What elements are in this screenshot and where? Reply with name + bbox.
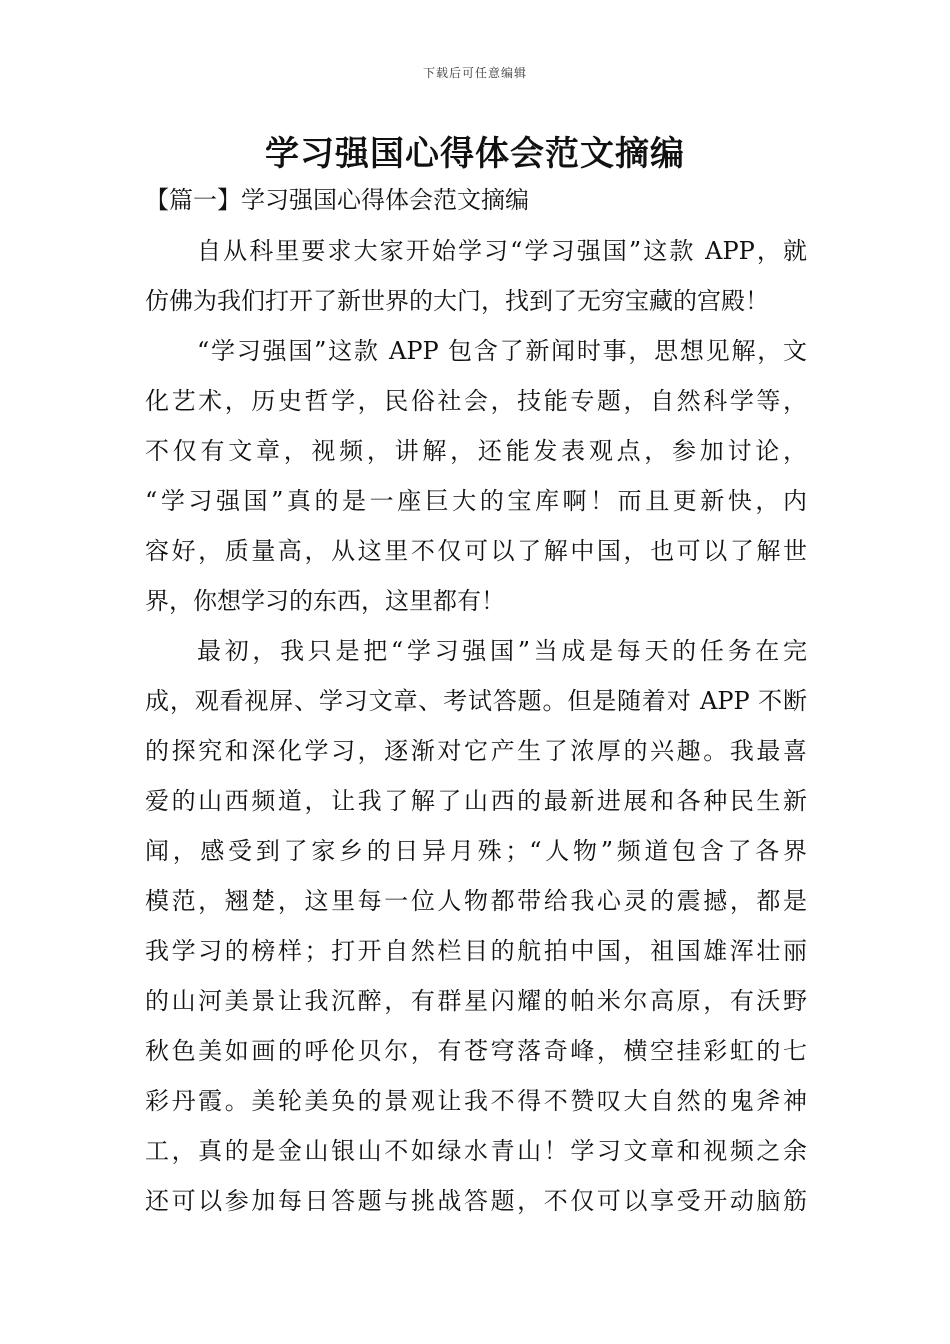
paragraph-line: 爱的山西频道，让我了解了山西的最新进展和各种民生新: [145, 787, 807, 815]
paragraph-line: 最初，我只是把“学习强国”当成是每天的任务在完: [197, 637, 807, 665]
paragraph-line: 彩丹霞。美轮美奂的景观让我不得不赞叹大自然的鬼斧神: [145, 1087, 807, 1115]
document-body: [145, 226, 807, 1226]
paragraph-line: 工，真的是金山银山不如绿水青山！学习文章和视频之余: [145, 1137, 807, 1165]
document-title: 学习强国心得体会范文摘编: [265, 134, 685, 174]
paragraph-line: 容好，质量高，从这里不仅可以了解中国，也可以了解世: [145, 537, 807, 565]
paragraph-line: 我学习的榜样；打开自然栏目的航拍中国，祖国雄浑壮丽: [145, 937, 807, 965]
paragraph-line: 的山河美景让我沉醉，有群星闪耀的帕米尔高原，有沃野: [145, 987, 807, 1015]
paragraph-line: 的探究和深化学习，逐渐对它产生了浓厚的兴趣。我最喜: [145, 737, 807, 765]
header-note: 下载后可任意编辑: [422, 66, 527, 80]
section-heading: 【篇一】学习强国心得体会范文摘编: [145, 186, 529, 214]
paragraph-line: 还可以参加每日答题与挑战答题，不仅可以享受开动脑筋: [145, 1187, 807, 1215]
paragraph-line: 秋色美如画的呼伦贝尔，有苍穹落奇峰，横空挂彩虹的七: [145, 1037, 807, 1065]
paragraph-line: 成，观看视屏、学习文章、考试答题。但是随着对 APP 不断: [145, 687, 807, 715]
paragraph-line: “学习强国”真的是一座巨大的宝库啊！而且更新快，内: [145, 487, 807, 515]
paragraph-line: 仿佛为我们打开了新世界的大门，找到了无穷宝藏的宫殿！: [145, 287, 769, 315]
paragraph-line: 闻，感受到了家乡的日异月殊；“人物”频道包含了各界: [145, 837, 807, 865]
paragraph-line: 模范，翘楚，这里每一位人物都带给我心灵的震撼，都是: [145, 887, 807, 915]
paragraph-line: 不仅有文章，视频，讲解，还能发表观点，参加讨论，: [145, 437, 807, 465]
paragraph-line: 界，你想学习的东西，这里都有！: [145, 587, 505, 615]
paragraph-line: 自从科里要求大家开始学习“学习强国”这款 APP，就: [197, 237, 807, 265]
paragraph-line: 化艺术，历史哲学，民俗社会，技能专题，自然科学等，: [145, 387, 807, 415]
paragraph-line: “学习强国”这款 APP 包含了新闻时事，思想见解，文: [197, 337, 807, 365]
